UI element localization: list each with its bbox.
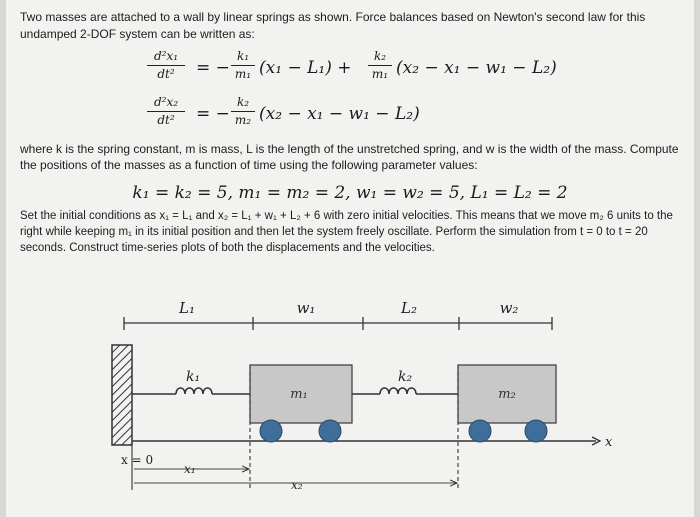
label-L2: L₂ xyxy=(401,299,417,317)
label-m2: m₂ xyxy=(498,387,516,402)
eq1-lhs-fraction: d²x₁ dt² xyxy=(147,50,185,81)
parameter-values: k₁ = k₂ = 5, m₁ = m₂ = 2, w₁ = w₂ = 5, L₁ = L₂ = 2 xyxy=(132,183,568,203)
label-L1: L₁ xyxy=(179,299,195,317)
label-k1: k₁ xyxy=(186,369,201,385)
eq1-equals: = − xyxy=(196,58,230,78)
axis-x-label: x xyxy=(605,435,613,450)
initial-conditions-paragraph: Set the initial conditions as x₁ = L₁ and x₂ = L₁ + w₁ + L₂ + 6 with zero initial velocities. This means that we move m₂ 6 units to the right while keeping m₁ in its initial position and then let the system freely oscillate. Perform the simulation from t = 0 to t = 20 seconds. Construct time-series plots of both the displacements and the velocities. xyxy=(20,210,673,254)
spring-k2 xyxy=(352,388,458,394)
wall xyxy=(112,345,132,445)
intro-paragraph: Two masses are attached to a wall by linear springs as shown. Force balances based on Newton's second law for this undamped 2-DOF system can be written as: xyxy=(20,10,646,41)
eq2-equals: = − xyxy=(196,104,230,124)
eq1-term1: (x₁ − L₁) + xyxy=(259,58,352,78)
label-x1: x₁ xyxy=(184,462,196,476)
problem-sheet xyxy=(6,0,694,517)
label-w1: w₁ xyxy=(296,299,316,317)
origin-label: x = 0 xyxy=(121,453,154,467)
eq2-lhs-fraction: d²x₂ dt² xyxy=(147,96,185,127)
wheel-m1-left xyxy=(260,420,282,442)
label-x2: x₂ xyxy=(291,478,303,492)
dimension-line xyxy=(124,317,552,330)
wheel-m2-left xyxy=(469,420,491,442)
wheel-m2-right xyxy=(525,420,547,442)
spring-k1 xyxy=(132,388,250,394)
label-m1: m₁ xyxy=(290,387,308,402)
eq1-k2-fraction: k₂ m₁ xyxy=(368,50,392,81)
eq2-k2-fraction: k₂ m₂ xyxy=(231,96,255,127)
eq2-term: (x₂ − x₁ − w₁ − L₂) xyxy=(259,104,420,124)
eq1-k1-fraction: k₁ m₁ xyxy=(231,50,255,81)
where-paragraph: where k is the spring constant, m is mass, L is the length of the unstretched spring, and w is the width of the mass. Compute the positions of the masses as a function of time using the following parameter values: xyxy=(20,142,679,172)
spring-mass-diagram xyxy=(6,0,694,517)
wheel-m1-right xyxy=(319,420,341,442)
eq1-term2: (x₂ − x₁ − w₁ − L₂) xyxy=(396,58,557,78)
label-w2: w₂ xyxy=(499,299,519,317)
label-k2: k₂ xyxy=(398,369,413,385)
